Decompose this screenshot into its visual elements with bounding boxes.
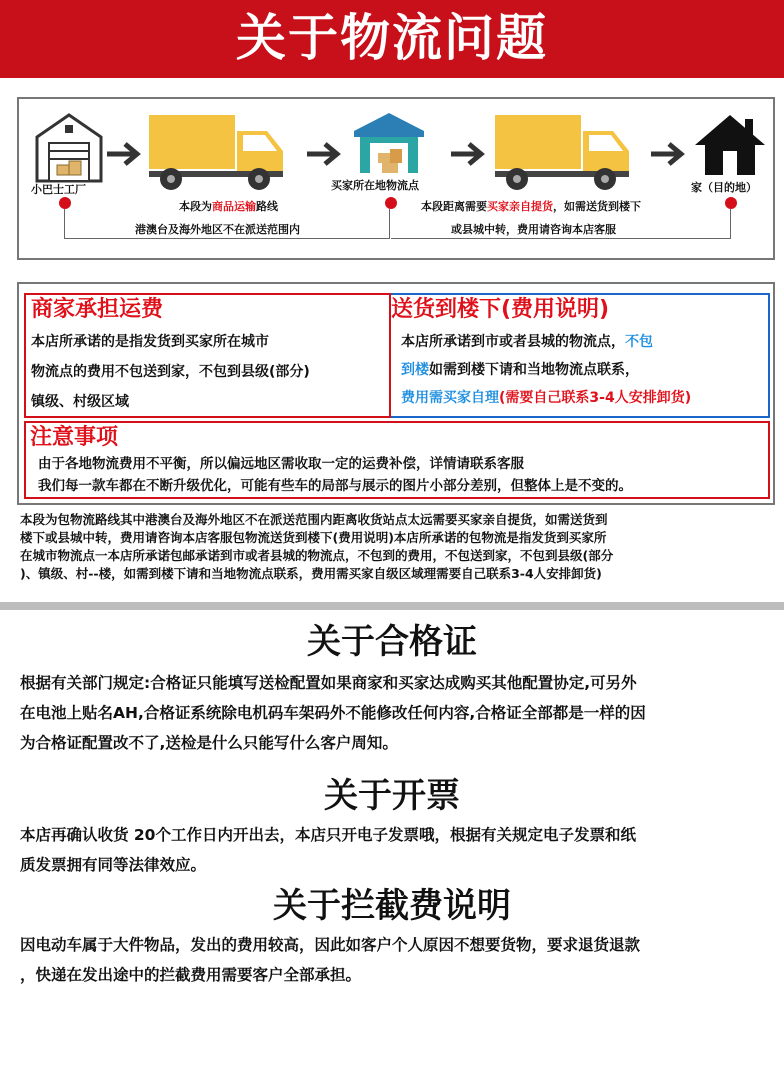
- merchant-line: 物流点的费用不包送到家，不包到县级(部分): [31, 364, 310, 380]
- delivery-line: 费用需买家自理(需要自己联系3-4人安排卸货): [401, 390, 692, 406]
- intercept-title: 关于拦截费说明: [273, 886, 511, 926]
- intercept-line: 因电动车属于大件物品，发出的费用较高，因此如客户个人原因不想要货物，要求退货退款: [20, 936, 641, 954]
- merchant-line: 本店所承诺的是指发货到买家所在城市: [31, 334, 269, 350]
- arrow-right-icon: [305, 139, 345, 169]
- invoice-title: 关于开票: [324, 776, 460, 816]
- merchant-line: 镇级、村级区域: [31, 394, 129, 410]
- notice-line: 由于各地物流费用不平衡，所以偏远地区需收取一定的运费补偿，详情请联系客服: [38, 456, 524, 472]
- segment2-route-text: 本段距离需要买家亲自提货，如需送货到楼下: [421, 200, 641, 213]
- invoice-body: [20, 820, 780, 880]
- shipping-info-panel: [17, 282, 775, 505]
- banner-title: 关于物流问题: [236, 9, 548, 67]
- logistics-flow-panel: [17, 97, 775, 260]
- truck-icon: [493, 113, 633, 193]
- certificate-line: 在电池上贴名AH,合格证系统除电机码车架码外不能修改任何内容,合格证全部都是一样的因: [20, 704, 646, 722]
- warehouse-dot: [385, 197, 397, 209]
- notice-box: [24, 421, 770, 499]
- delivery-title: 送货到楼下(费用说明): [391, 297, 610, 322]
- segment2-note: 或县城中转，费用请咨询本店客服: [451, 223, 616, 236]
- logistics-summary: [20, 511, 780, 583]
- merchant-title: 商家承担运费: [31, 297, 164, 322]
- invoice-line: 本店再确认收货 20个工作日内开出去，本店只开电子发票哦，根据有关规定电子发票和纸: [20, 826, 636, 844]
- warehouse-icon: [352, 111, 426, 175]
- summary-line: )、镇级、村--楼，如需到楼下请和当地物流点联系，费用需买家自级区域理需要自己联系3-4人安排卸货): [20, 566, 602, 581]
- delivery-box: [389, 293, 770, 418]
- certificate-line: 根据有关部门规定:合格证只能填写送检配置如果商家和买家达成购买其他配置协定,可另外: [20, 674, 637, 692]
- house-label: 家（目的地）: [691, 181, 757, 194]
- section-divider: [0, 602, 784, 610]
- factory-label: 小巴士工厂: [31, 183, 86, 196]
- house-icon: [693, 111, 767, 177]
- top-banner: [0, 0, 784, 78]
- certificate-title: 关于合格证: [307, 622, 477, 662]
- factory-icon: [29, 107, 109, 183]
- summary-line: 楼下或县城中转，费用请咨询本店客服包物流送货到楼下(费用说明)本店所承诺的包物流是指发货到买家所: [20, 530, 607, 545]
- house-dot: [725, 197, 737, 209]
- arrow-right-icon: [449, 139, 489, 169]
- summary-line: 本段为包物流路线其中港澳台及海外地区不在派送范围内距离收货站点太远需要买家亲自提货，如需送货到: [20, 512, 608, 527]
- arrow-right-icon: [649, 139, 689, 169]
- segment1-note: 港澳台及海外地区不在派送范围内: [135, 223, 300, 236]
- invoice-line: 质发票拥有同等法律效应。: [20, 856, 207, 874]
- factory-node: [29, 107, 109, 183]
- delivery-line: 到楼如需到楼下请和当地物流点联系，: [401, 362, 639, 378]
- segment1-route-text: 本段为商品运输路线: [179, 200, 278, 213]
- truck-icon: [147, 113, 287, 193]
- summary-line: 在城市物流点一本店所承诺包邮承诺到市或者县城的物流点，不包到的费用，不包送到家，不包到县级(部分: [20, 548, 614, 563]
- notice-title: 注意事项: [30, 425, 119, 450]
- merchant-shipping-box: [24, 293, 389, 418]
- arrow-right-icon: [105, 139, 145, 169]
- warehouse-label: 买家所在地物流点: [331, 179, 419, 192]
- notice-line: 我们每一款车都在不断升级优化，可能有些车的局部与展示的图片小部分差别，但整体上是不变的。: [38, 478, 632, 494]
- intercept-body: [20, 930, 780, 990]
- delivery-line: 本店所承诺到市或者县城的物流点，不包: [401, 334, 653, 350]
- certificate-body: [20, 668, 780, 758]
- factory-dot: [59, 197, 71, 209]
- intercept-line: ，快递在发出途中的拦截费用需要客户全部承担。: [20, 966, 362, 984]
- certificate-line: 为合格证配置改不了,送检是什么只能写什么客户周知。: [20, 734, 398, 752]
